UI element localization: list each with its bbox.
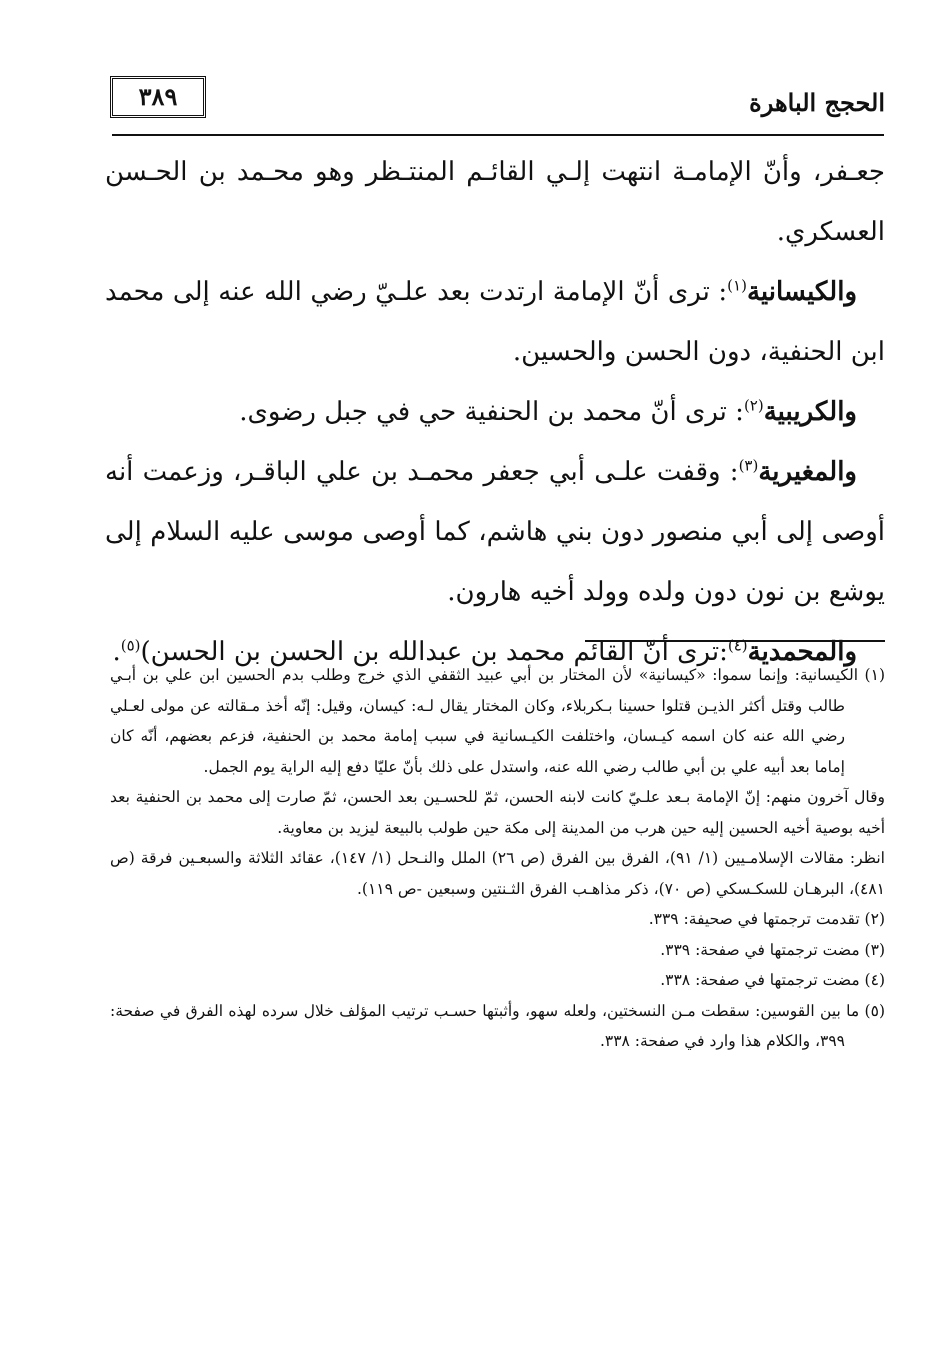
- page-header: [110, 70, 885, 126]
- footnote-ref: (١): [727, 276, 747, 295]
- footnote-1: (١) الكيسانية: وإنما سموا: «كيسانية» لأن المختار بن أبي عبيد الثقفي الذي خرج وطلب بدم الحسين ابن علي بن أبـي طالب وقتل أكثر الذيـن قتلوا حسينا بـكربلاء، وكان المختار يقال لـه: كيسان، وقيل: إنّه أخذ مـقالته عن مولى لعـلي رضي الله عنه كان اسمه كيـسان، واختلفت الكيـسانية في سبب إمامة محمد بن الحنفية، فزعم بعضهم، أنّه كان إماما بعد أبيه علي بن أبي طالب رضي الله عنه، واستدل على ذلك بأنّ عليّا دفع إليه الراية يوم الجمل.: [110, 666, 885, 776]
- paragraph-text: :ترى أنّ القائم محمد بن عبدالله بن الحسن بن الحسن): [140, 637, 728, 667]
- running-title: الحجج الباهرة: [749, 88, 885, 117]
- footnote-1-references: انظر: مقالات الإسلامـيين (١/ ٩١)، الفرق بين الفرق (ص ٢٦) الملل والنـحل (١/ ١٤٧)، عقائد الثلاثة والسبعـين فرقة (ص ٤٨١)، البرهـان للسكـسكي (ص ٧٠)، ذكر مذاهـب الفرق الثـنتين وسبعين -ص ١١٩).: [110, 849, 885, 898]
- paragraph-text: : وقفت علـى أبي جعفر محمـد بن علي الباقـر، وزعمت أنه أوصى إلى أبي منصور دون بني هاشم، كما أوصى موسى عليه السلام إلى يوشع بن نون دون ولده وولد أخيه هارون.: [105, 457, 885, 607]
- footnotes: [110, 660, 885, 1057]
- paragraph-end: .: [112, 637, 121, 667]
- paragraph-text: : ترى أنّ الإمامة ارتدت بعد علـيّ رضي الله عنه إلى محمد ابن الحنفية، دون الحسن والحسين.: [105, 277, 885, 367]
- body-text: [105, 142, 885, 682]
- sect-name: والمحمدية: [747, 637, 857, 667]
- paragraph-kaysaniyya: [105, 262, 885, 382]
- paragraph-karibiyya: [105, 382, 885, 442]
- footnote-ref: (٤): [727, 636, 748, 655]
- footnote-ref: (٣): [738, 456, 759, 475]
- sect-name: والمغيرية: [758, 457, 857, 487]
- footnote-rule: [585, 640, 885, 642]
- footnote-ref: (٢): [743, 396, 764, 415]
- footnote-1-continued: وقال آخرون منهم: إنّ الإمامة بـعد علـيّ كانت لابنه الحسن، ثمّ للحسـين بعد الحسن، ثمّ صارت إلى محمد بن الحنفية بعد أخيه بوصية أخيه الحسين إليه حين هرب من المدينة إلى مكة حين طولب بالبيعة ليزيد بن معاوية.: [110, 788, 885, 837]
- footnote-ref: (٥): [120, 636, 141, 655]
- footnote-3: (٣) مضت ترجمتها في صفحة: ٣٣٩.: [660, 940, 885, 959]
- sect-name: والكيسانية: [746, 277, 857, 307]
- paragraph-1: جعـفر، وأنّ الإمامـة انتهت إلـي القائـم المنتـظر وهو محـمد بن الحـسن العسكري.: [105, 157, 885, 247]
- header-rule: [112, 134, 884, 136]
- footnote-4: (٤) مضت ترجمتها في صفحة: ٣٣٨.: [660, 971, 885, 989]
- paragraph-text: : ترى أنّ محمد بن الحنفية حي في جبل رضوى.: [239, 397, 744, 427]
- sect-name: والكريبية: [763, 397, 857, 427]
- paragraph-mughiriyya: [105, 442, 885, 622]
- page-number: ٣٨٩: [110, 76, 206, 118]
- footnote-5: (٥) ما بين القوسين: سقطت مـن النسختين، ولعله سهو، وأثبتها حسـب ترتيب المؤلف خلال سرده لهذه الفرق في صفحة: ٣٩٩، والكلام هذا وارد في صفحة: ٣٣٨.: [110, 1001, 885, 1050]
- footnote-2: (٢) تقدمت ترجمتها في صحيفة: ٣٣٩.: [648, 910, 885, 928]
